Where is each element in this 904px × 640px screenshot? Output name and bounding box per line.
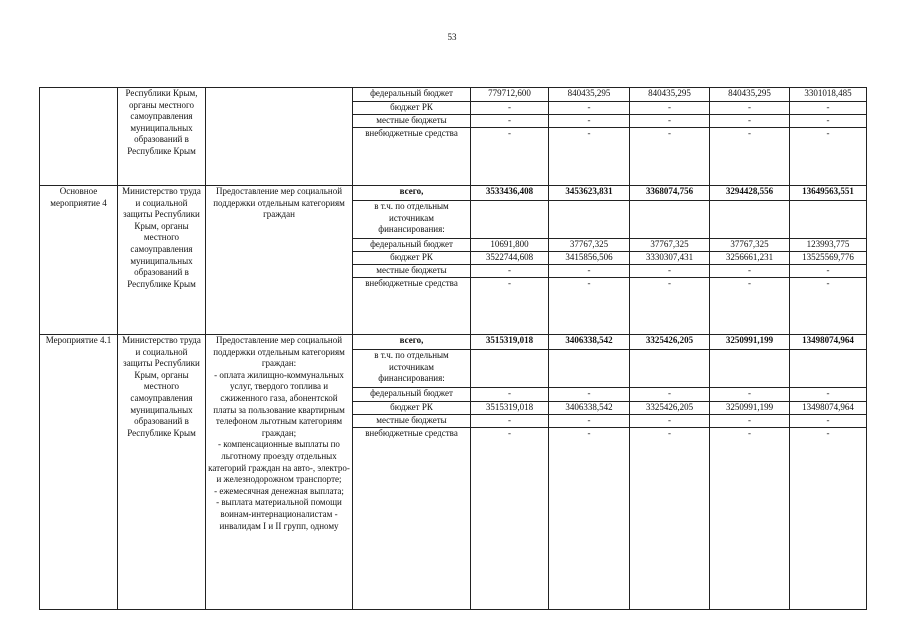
total-value: 3325426,205 [645, 335, 694, 345]
amount-cell: 3406338,542 [549, 402, 630, 415]
empty-cell [471, 350, 549, 388]
total-value-cell [790, 335, 867, 350]
amount-cell: - [710, 115, 790, 128]
funding-source-cell: федеральный бюджет [353, 388, 471, 402]
amount-cell: - [630, 428, 710, 610]
funding-source-cell: местные бюджеты [353, 415, 471, 428]
table-row [40, 335, 867, 350]
description-line: - компенсационные выплаты по льготному проезду отдельных категорий граждан на авто-, электро- и железнодорожном транспорте; [208, 439, 350, 485]
amount-cell: - [549, 265, 630, 278]
empty-cell [630, 350, 710, 388]
amount-cell: - [630, 278, 710, 335]
amount-cell: - [471, 428, 549, 610]
amount-cell: 10691,800 [471, 239, 549, 252]
amount-cell: 37767,325 [549, 239, 630, 252]
funding-source-cell: местные бюджеты [353, 265, 471, 278]
description-cell [206, 335, 353, 610]
amount-cell: - [710, 278, 790, 335]
amount-cell: - [471, 265, 549, 278]
funding-subheader: в т.ч. по отдельным источникам финансирования: [353, 350, 471, 388]
amount-cell: - [790, 278, 867, 335]
amount-cell: 3256661,231 [710, 252, 790, 265]
total-label [353, 186, 471, 201]
funding-subheader: в т.ч. по отдельным источникам финансирования: [353, 201, 471, 239]
total-value-cell [710, 335, 790, 350]
funding-source-cell: бюджет РК [353, 102, 471, 115]
amount-cell: - [471, 388, 549, 402]
amount-cell: - [630, 388, 710, 402]
empty-cell [549, 350, 630, 388]
amount-cell: 3415856,506 [549, 252, 630, 265]
total-value: 3250991,199 [725, 335, 774, 345]
total-value: 13498074,964 [802, 335, 854, 345]
description-line: - ежемесячная денежная выплата; [214, 485, 344, 496]
funding-source-cell: внебюджетные средства [353, 278, 471, 335]
total-value-cell [549, 335, 630, 350]
description-line: - выплата материальной помощи воинам-интернационалистам - инвалидам I и II групп, одному [216, 497, 342, 531]
funding-source-cell: бюджет РК [353, 402, 471, 415]
amount-cell: - [630, 128, 710, 186]
empty-cell [710, 350, 790, 388]
empty-cell [710, 201, 790, 239]
description-line: - оплата жилищно-коммунальных услуг, твердого топлива и сжиженного газа, абонентской платы за пользование квартирным телефоном льготным категориям граждан; [213, 369, 345, 438]
table-body [40, 88, 867, 610]
table-row [40, 88, 867, 102]
total-value: 3515319,018 [485, 335, 534, 345]
amount-cell: - [710, 102, 790, 115]
amount-cell: - [549, 278, 630, 335]
empty-cell [549, 201, 630, 239]
measure-name-cell [40, 88, 118, 186]
table-row [40, 186, 867, 201]
total-value: 13649563,551 [802, 186, 854, 196]
funding-source-cell: внебюджетные средства [353, 128, 471, 186]
amount-cell: 13525569,776 [790, 252, 867, 265]
total-value: 3533436,408 [485, 186, 534, 196]
amount-cell: - [710, 388, 790, 402]
amount-cell: - [630, 265, 710, 278]
amount-cell: 37767,325 [630, 239, 710, 252]
total-label-text: всего, [399, 186, 424, 196]
amount-cell: - [549, 102, 630, 115]
total-value-cell [710, 186, 790, 201]
amount-cell: 37767,325 [710, 239, 790, 252]
total-value-cell [630, 186, 710, 201]
total-value: 3368074,756 [645, 186, 694, 196]
amount-cell: - [549, 428, 630, 610]
amount-cell: - [790, 265, 867, 278]
empty-cell [790, 350, 867, 388]
empty-cell [471, 201, 549, 239]
amount-cell: 3250991,199 [710, 402, 790, 415]
total-value-cell [630, 335, 710, 350]
funding-source-cell: бюджет РК [353, 252, 471, 265]
funding-source-cell: федеральный бюджет [353, 239, 471, 252]
description-cell [206, 88, 353, 186]
funding-source-cell: федеральный бюджет [353, 88, 471, 102]
amount-cell: 840435,295 [549, 88, 630, 102]
budget-table [39, 87, 867, 610]
executor-cell: Республики Крым, органы местного самоуправления муниципальных образований в Республике Крым [118, 88, 206, 186]
description-cell: Предоставление мер социальной поддержки отдельным категориям граждан [206, 186, 353, 335]
empty-cell [630, 201, 710, 239]
amount-cell: 3301018,485 [790, 88, 867, 102]
amount-cell: 779712,600 [471, 88, 549, 102]
amount-cell: - [471, 128, 549, 186]
total-label-text: всего, [399, 335, 424, 345]
measure-name-cell: Основное мероприятие 4 [40, 186, 118, 335]
total-value-cell [471, 335, 549, 350]
amount-cell: 3330307,431 [630, 252, 710, 265]
amount-cell: - [471, 278, 549, 335]
amount-cell: - [790, 415, 867, 428]
total-value: 3406338,542 [565, 335, 613, 345]
amount-cell: - [790, 102, 867, 115]
page-number: 53 [447, 32, 457, 42]
amount-cell: - [471, 102, 549, 115]
funding-source-cell: местные бюджеты [353, 115, 471, 128]
empty-cell [790, 201, 867, 239]
amount-cell: - [790, 115, 867, 128]
amount-cell: - [710, 428, 790, 610]
amount-cell: 123993,775 [790, 239, 867, 252]
amount-cell: - [630, 102, 710, 115]
amount-cell: - [549, 388, 630, 402]
amount-cell: 840435,295 [710, 88, 790, 102]
amount-cell: 3522744,608 [471, 252, 549, 265]
total-value: 3294428,556 [725, 186, 774, 196]
amount-cell: - [549, 115, 630, 128]
measure-name-cell: Мероприятие 4.1 [40, 335, 118, 610]
total-value-cell [790, 186, 867, 201]
amount-cell: - [630, 115, 710, 128]
total-label [353, 335, 471, 350]
total-value: 3453623,831 [565, 186, 613, 196]
amount-cell: 3515319,018 [471, 402, 549, 415]
amount-cell: - [710, 415, 790, 428]
amount-cell: - [710, 265, 790, 278]
funding-source-cell: внебюджетные средства [353, 428, 471, 610]
description-line: Предоставление мер социальной поддержки отдельным категориям граждан: [213, 335, 345, 369]
amount-cell: 840435,295 [630, 88, 710, 102]
amount-cell: - [710, 128, 790, 186]
total-value-cell [549, 186, 630, 201]
amount-cell: - [471, 115, 549, 128]
amount-cell: - [471, 415, 549, 428]
amount-cell: - [790, 388, 867, 402]
executor-cell: Министерство труда и социальной защиты Республики Крым, органы местного самоуправления муниципальных образований в Республике Крым [118, 335, 206, 610]
executor-cell: Министерство труда и социальной защиты Республики Крым, органы местного самоуправления муниципальных образований в Республике Крым [118, 186, 206, 335]
amount-cell: 3325426,205 [630, 402, 710, 415]
total-value-cell [471, 186, 549, 201]
amount-cell: - [549, 128, 630, 186]
amount-cell: - [790, 128, 867, 186]
amount-cell: - [630, 415, 710, 428]
amount-cell: 13498074,964 [790, 402, 867, 415]
amount-cell: - [549, 415, 630, 428]
amount-cell: - [790, 428, 867, 610]
